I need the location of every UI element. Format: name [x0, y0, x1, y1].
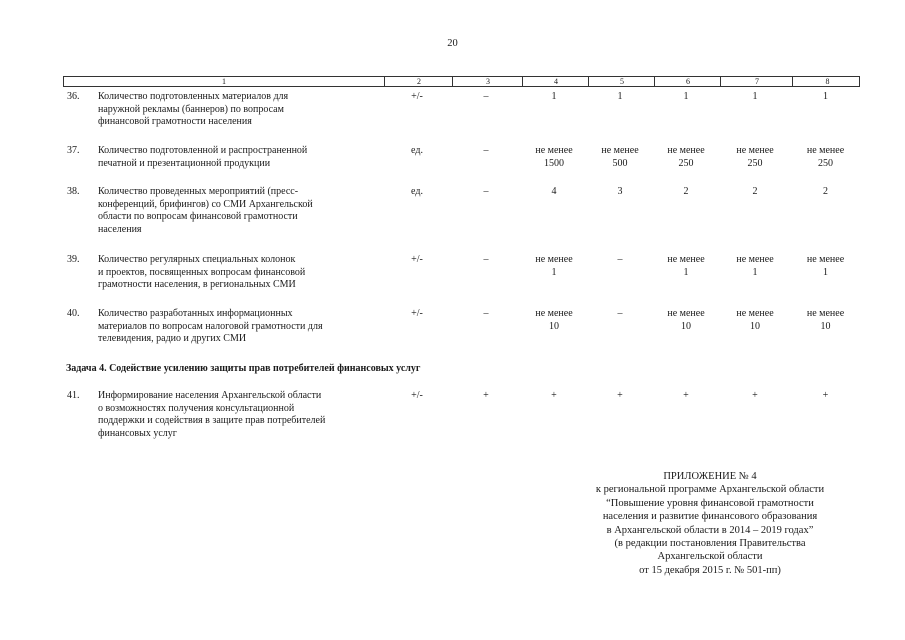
year-value-cell-line: +	[752, 390, 758, 401]
year-value-cell-line: 1	[551, 266, 557, 278]
year-value-cell-line: 10	[549, 320, 559, 332]
year-value-cell-line: +	[551, 390, 557, 401]
year-value-cell-line: не менее	[667, 145, 705, 156]
base-value-cell: –	[483, 91, 489, 102]
column-header: 2	[384, 77, 453, 86]
year-value-cell-line: не менее	[806, 145, 845, 156]
year-value-cell	[791, 254, 860, 279]
indicator-name-line: конференций, брифингов) со СМИ Архангельской	[98, 198, 313, 210]
indicator-name-line: поддержки и содействия в защите прав потребителей	[98, 415, 326, 427]
indicator-name	[98, 91, 383, 129]
appendix-line: (в редакции постановления Правительства	[614, 538, 806, 550]
base-value-cell: +	[483, 390, 489, 401]
unit-cell: +/-	[411, 91, 423, 102]
year-value-cell-line: не менее	[535, 145, 573, 156]
year-value-cell	[587, 254, 653, 267]
column-header: 1	[222, 77, 226, 86]
year-value-cell-line: 1	[551, 91, 557, 102]
year-value-cell	[719, 91, 791, 104]
year-value-cell-line: 4	[551, 186, 557, 197]
year-value-cell	[791, 145, 860, 170]
column-header: 5	[588, 77, 655, 86]
page-number: 20	[447, 38, 458, 49]
year-value-cell	[587, 91, 653, 104]
appendix-line: Архангельской области	[657, 551, 763, 563]
year-value-cell-line: 1	[752, 266, 758, 278]
appendix-block	[545, 470, 875, 577]
indicator-name-line: наружной рекламы (баннеров) по вопросам	[98, 103, 284, 115]
year-value-cell	[587, 390, 653, 403]
year-value-cell-line: не менее	[736, 254, 774, 265]
year-value-cell	[653, 186, 719, 199]
indicator-name-line: Количество проведенных мероприятий (пресс-	[98, 186, 299, 197]
year-value-cell	[653, 91, 719, 104]
year-value-cell-line: 2	[683, 186, 689, 197]
appendix-line: населения и развитие финансового образования	[602, 511, 818, 523]
year-value-cell	[587, 308, 653, 321]
indicator-name-line: населения	[98, 223, 142, 235]
year-value-cell	[719, 308, 791, 333]
unit-cell: ед.	[411, 186, 423, 197]
appendix-line: “Повышение уровня финансовой грамотности	[606, 497, 814, 509]
indicator-name-line: и проектов, посвященных вопросам финансовой	[98, 266, 306, 278]
year-value-cell-line: не менее	[667, 254, 705, 265]
unit-cell: +/-	[411, 308, 423, 319]
year-value-cell-line: не менее	[601, 145, 639, 156]
unit-cell: ед.	[411, 145, 423, 156]
year-value-cell	[653, 254, 719, 279]
year-value-cell	[719, 390, 791, 403]
year-value-cell-line: 1	[683, 266, 689, 278]
year-value-cell	[521, 254, 587, 279]
row-number: 39.	[67, 254, 80, 265]
year-value-cell	[587, 145, 653, 170]
row-number: 40.	[67, 308, 80, 319]
year-value-cell-line: 250	[678, 157, 694, 169]
year-value-cell-line: 1	[752, 91, 758, 102]
column-header: 3	[452, 77, 523, 86]
indicator-name-line: телевидения, радио и других СМИ	[98, 333, 247, 345]
year-value-cell	[791, 91, 860, 104]
column-header: 6	[654, 77, 721, 86]
year-value-cell-line: не менее	[667, 308, 705, 319]
indicator-name-line: материалов по вопросам налоговой грамотности для	[98, 320, 323, 332]
year-value-cell	[791, 308, 860, 333]
year-value-cell	[521, 308, 587, 333]
indicator-name	[98, 186, 383, 236]
row-number: 38.	[67, 186, 80, 197]
year-value-cell-line: не менее	[736, 308, 774, 319]
appendix-line: к региональной программе Архангельской области	[595, 484, 825, 496]
year-value-cell-line: 500	[612, 157, 628, 169]
indicator-name	[98, 308, 383, 346]
year-value-cell-line: 10	[820, 320, 831, 332]
appendix-line: в Архангельской области в 2014 – 2019 годах”	[606, 524, 814, 536]
year-value-cell	[521, 186, 587, 199]
row-number: 37.	[67, 145, 80, 156]
indicator-name-line: грамотности населения, в региональных СМИ	[98, 279, 296, 291]
year-value-cell	[653, 308, 719, 333]
year-value-cell	[719, 186, 791, 199]
year-value-cell-line: не менее	[535, 308, 573, 319]
year-value-cell-line: –	[617, 254, 623, 265]
year-value-cell-line: 10	[681, 320, 691, 332]
year-value-cell-line: 1	[823, 266, 828, 278]
year-value-cell-line: 250	[818, 157, 833, 169]
year-value-cell	[719, 254, 791, 279]
row-number: 36.	[67, 91, 80, 102]
base-value-cell: –	[483, 308, 489, 319]
year-value-cell	[521, 390, 587, 403]
unit-cell: +/-	[411, 390, 423, 401]
year-value-cell	[521, 91, 587, 104]
year-value-cell-line: не менее	[806, 308, 845, 319]
year-value-cell-line: 3	[617, 186, 623, 197]
column-header: 7	[720, 77, 793, 86]
indicator-name-line: Количество разработанных информационных	[98, 308, 293, 319]
indicator-name	[98, 390, 383, 440]
indicator-name-line: финансовой грамотности населения	[98, 116, 252, 128]
year-value-cell	[791, 186, 860, 199]
indicator-name	[98, 145, 383, 170]
indicator-name-line: финансовых услуг	[98, 427, 177, 439]
year-value-cell-line: 2	[823, 186, 828, 197]
year-value-cell	[587, 186, 653, 199]
column-header: 4	[522, 77, 589, 86]
base-value-cell: –	[483, 186, 489, 197]
appendix-line: ПРИЛОЖЕНИЕ № 4	[663, 471, 757, 482]
year-value-cell	[653, 390, 719, 403]
year-value-cell-line: не менее	[806, 254, 845, 265]
year-value-cell	[791, 390, 860, 403]
year-value-cell-line: 250	[747, 157, 763, 169]
year-value-cell-line: –	[617, 308, 623, 319]
year-value-cell-line: не менее	[736, 145, 774, 156]
year-value-cell-line: +	[617, 390, 623, 401]
year-value-cell-line: 1	[617, 91, 623, 102]
indicator-name	[98, 254, 383, 292]
year-value-cell-line: +	[822, 390, 829, 401]
task-heading: Задача 4. Содействие усилению защиты прав потребителей финансовых услуг	[66, 363, 421, 374]
base-value-cell: –	[483, 254, 489, 265]
indicator-name-line: о возможностях получения консультационной	[98, 402, 295, 414]
indicator-name-line: Информирование населения Архангельской области	[98, 390, 322, 401]
year-value-cell-line: 1	[823, 91, 828, 102]
year-value-cell	[521, 145, 587, 170]
year-value-cell-line: 2	[752, 186, 758, 197]
year-value-cell-line: не менее	[535, 254, 573, 265]
unit-cell: +/-	[411, 254, 423, 265]
row-number: 41.	[67, 390, 80, 401]
indicator-name-line: области по вопросам финансовой грамотности	[98, 211, 298, 223]
year-value-cell-line: 10	[750, 320, 760, 332]
base-value-cell: –	[483, 145, 489, 156]
year-value-cell-line: 1500	[544, 157, 564, 169]
indicator-name-line: печатной и презентационной продукции	[98, 157, 271, 169]
table-header	[63, 76, 860, 87]
indicator-name-line: Количество подготовленной и распространенной	[98, 145, 308, 156]
appendix-line: от 15 декабря 2015 г. № 501-пп)	[639, 564, 781, 576]
year-value-cell-line: 1	[683, 91, 689, 102]
year-value-cell-line: +	[683, 390, 689, 401]
year-value-cell	[653, 145, 719, 170]
indicator-name-line: Количество регулярных специальных колонок	[98, 254, 296, 265]
indicator-name-line: Количество подготовленных материалов для	[98, 91, 289, 102]
year-value-cell	[719, 145, 791, 170]
column-header: 8	[792, 77, 862, 86]
